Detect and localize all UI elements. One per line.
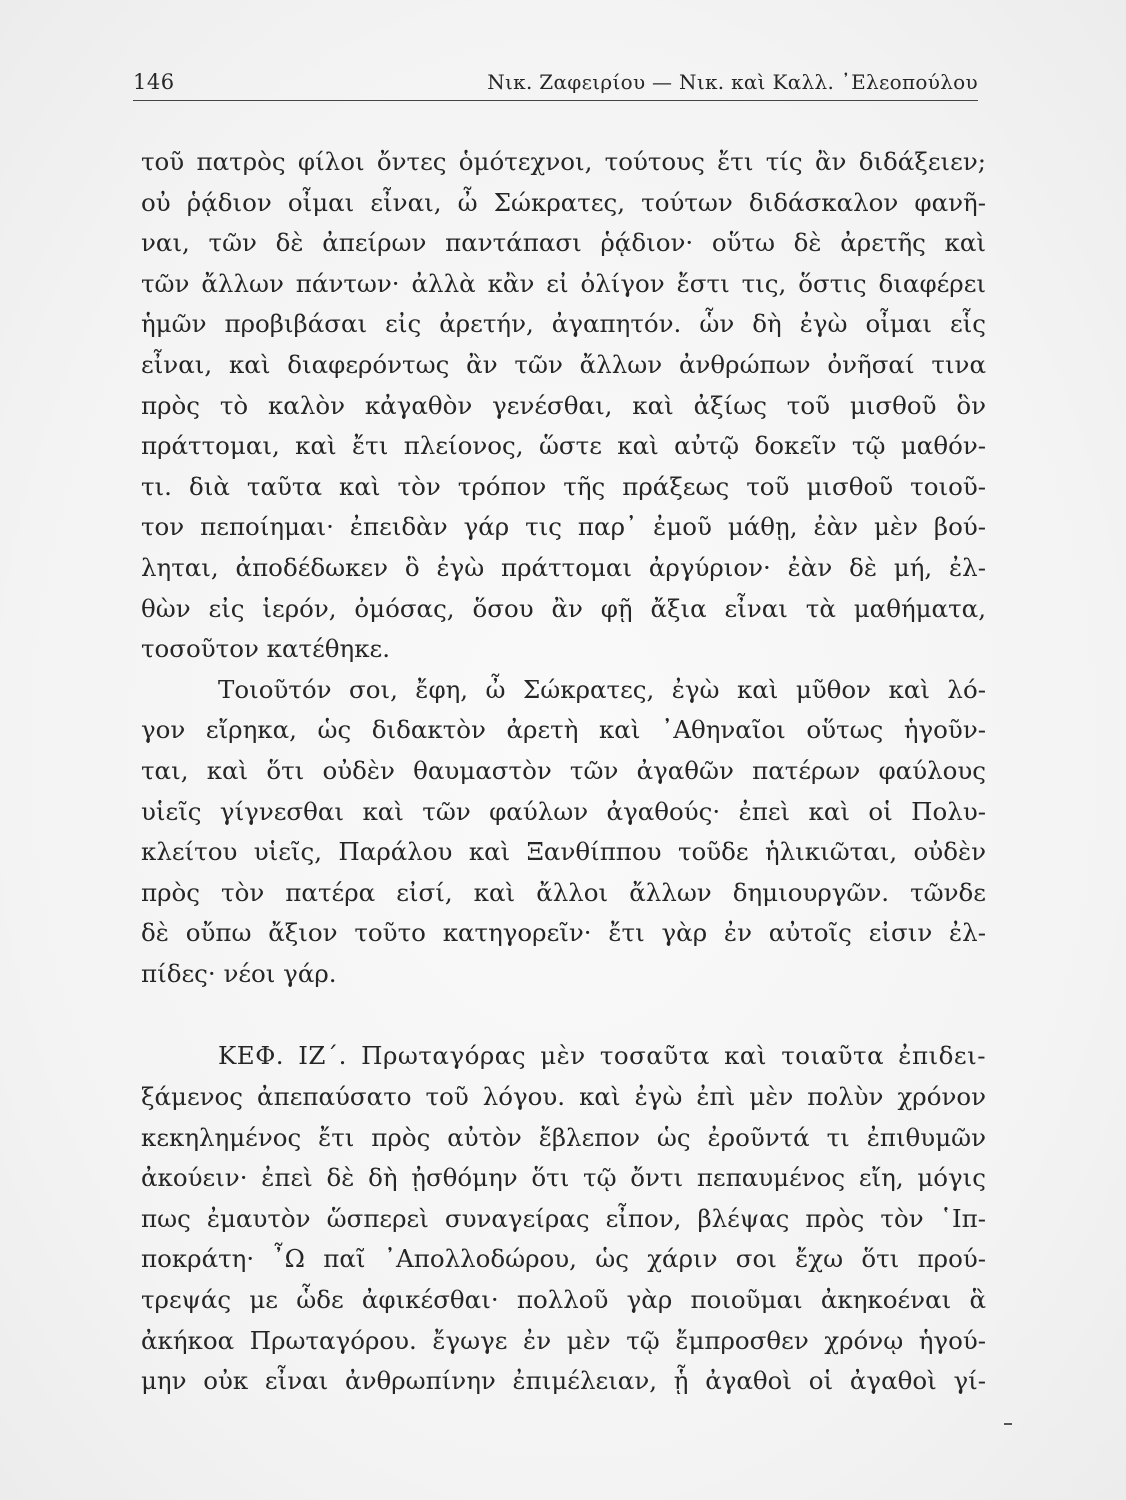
text-line: κλείτου υἱεῖς, Παράλου καὶ Ξανθίππου τοῦδε ἡλικιῶται, οὐδὲν [141, 837, 986, 867]
scan-mark [1004, 1423, 1012, 1425]
running-head [133, 70, 978, 104]
text-line: τρεψάς με ὧδε ἀφικέσθαι· πολλοῦ γὰρ ποιοῦμαι ἀκηκοέναι ἃ [141, 1285, 986, 1315]
text-line: πράττομαι, καὶ ἔτι πλείονος, ὥστε καὶ αὐτῷ δοκεῖν τῷ μαθόν- [141, 431, 986, 461]
text-line: τοσοῦτον κατέθηκε. [141, 634, 390, 664]
chapter-heading-line: ΚΕΦ. ΙΖ΄. Πρωταγόρας μὲν τοσαῦτα καὶ τοιαῦτα ἐπιδει- [218, 1041, 986, 1071]
text-line: πρὸς τὸν πατέρα εἰσί, καὶ ἄλλοι ἄλλων δημιουργῶν. τῶνδε [141, 877, 986, 907]
text-line: πίδες· νέοι γάρ. [141, 958, 337, 988]
text-line: ἀκούειν· ἐπεὶ δὲ δὴ ᾐσθόμην ὅτι τῷ ὄντι πεπαυμένος εἴη, μόγις [141, 1163, 986, 1193]
text-line: ξάμενος ἀπεπαύσατο τοῦ λόγου. καὶ ἐγὼ ἐπὶ μὲν πολὺν χρόνον [141, 1082, 986, 1112]
section-gap [141, 994, 986, 1036]
text-line: Τοιοῦτόν σοι, ἔφη, ὦ Σώκρατες, ἐγὼ καὶ μῦθον καὶ λό- [218, 674, 986, 704]
text-line: μην οὐκ εἶναι ἀνθρωπίνην ἐπιμέλειαν, ᾗ ἀγαθοὶ οἱ ἀγαθοὶ γί- [141, 1366, 986, 1396]
running-title: Νικ. Ζαφειρίου — Νικ. καὶ Καλλ. ᾿Ελεοπούλου [487, 70, 978, 94]
text-line: τοῦ πατρὸς φίλοι ὄντες ὁμότεχνοι, τούτους ἔτι τίς ἂν διδάξειεν; [141, 147, 986, 176]
text-line: τον πεποίημαι· ἐπειδὰν γάρ τις παρ᾿ ἐμοῦ μάθῃ, ἐὰν μὲν βού- [141, 512, 986, 542]
text-line: ναι, τῶν δὲ ἀπείρων παντάπασι ῥᾴδιον· οὕτω δὲ ἀρετῆς καὶ [141, 228, 986, 258]
text-line: τῶν ἄλλων πάντων· ἀλλὰ κἂν εἰ ὀλίγον ἔστι τις, ὅστις διαφέρει [141, 268, 986, 298]
header-rule [133, 100, 978, 101]
paragraph-1 [141, 142, 986, 670]
text-line: οὐ ῥᾴδιον οἶμαι εἶναι, ὦ Σώκρατες, τούτων διδάσκαλον φανῆ- [141, 187, 986, 217]
text-line: ἀκήκοα Πρωταγόρου. ἔγωγε ἐν μὲν τῷ ἔμπροσθεν χρόνῳ ἡγού- [141, 1325, 986, 1355]
body-text [141, 142, 986, 1402]
paragraph-3 [141, 1036, 986, 1401]
text-line: πρὸς τὸ καλὸν κἀγαθὸν γενέσθαι, καὶ ἀξίως τοῦ μισθοῦ ὃν [141, 390, 986, 420]
text-line: θὼν εἰς ἱερόν, ὀμόσας, ὅσου ἂν φῇ ἄξια εἶναι τὰ μαθήματα, [141, 593, 986, 623]
text-line: πως ἐμαυτὸν ὥσπερεὶ συναγείρας εἶπον, βλέψας πρὸς τὸν ῾Ιπ- [141, 1203, 986, 1233]
text-line: εἶναι, καὶ διαφερόντως ἂν τῶν ἄλλων ἀνθρώπων ὀνῆσαί τινα [141, 349, 986, 379]
text-line: ἡμῶν προβιβάσαι εἰς ἀρετήν, ἀγαπητόν. ὧν δὴ ἐγὼ οἶμαι εἷς [141, 309, 986, 339]
text-line: υἱεῖς γίγνεσθαι καὶ τῶν φαύλων ἀγαθούς· ἐπεὶ καὶ οἱ Πολυ- [141, 796, 986, 826]
text-line: ποκράτη· ῏Ω παῖ ᾿Απολλοδώρου, ὡς χάριν σοι ἔχω ὅτι πρού- [141, 1244, 986, 1274]
text-line: κεκηλημένος ἔτι πρὸς αὐτὸν ἔβλεπον ὡς ἐροῦντά τι ἐπιθυμῶν [141, 1122, 986, 1152]
page-number: 146 [133, 70, 175, 94]
text-line: δὲ οὔπω ἄξιον τοῦτο κατηγορεῖν· ἔτι γὰρ ἐν αὐτοῖς εἰσιν ἐλ- [141, 918, 986, 948]
text-line: τι. διὰ ταῦτα καὶ τὸν τρόπον τῆς πράξεως τοῦ μισθοῦ τοιοῦ- [141, 471, 986, 501]
text-line: ληται, ἀποδέδωκεν ὃ ἐγὼ πράττομαι ἀργύριον· ἐὰν δὲ μή, ἐλ- [141, 552, 986, 582]
paragraph-2 [141, 670, 986, 995]
text-line: γον εἴρηκα, ὡς διδακτὸν ἀρετὴ καὶ ᾿Αθηναῖοι οὕτως ἡγοῦν- [141, 715, 986, 745]
text-line: ται, καὶ ὅτι οὐδὲν θαυμαστὸν τῶν ἀγαθῶν πατέρων φαύλους [141, 755, 986, 785]
